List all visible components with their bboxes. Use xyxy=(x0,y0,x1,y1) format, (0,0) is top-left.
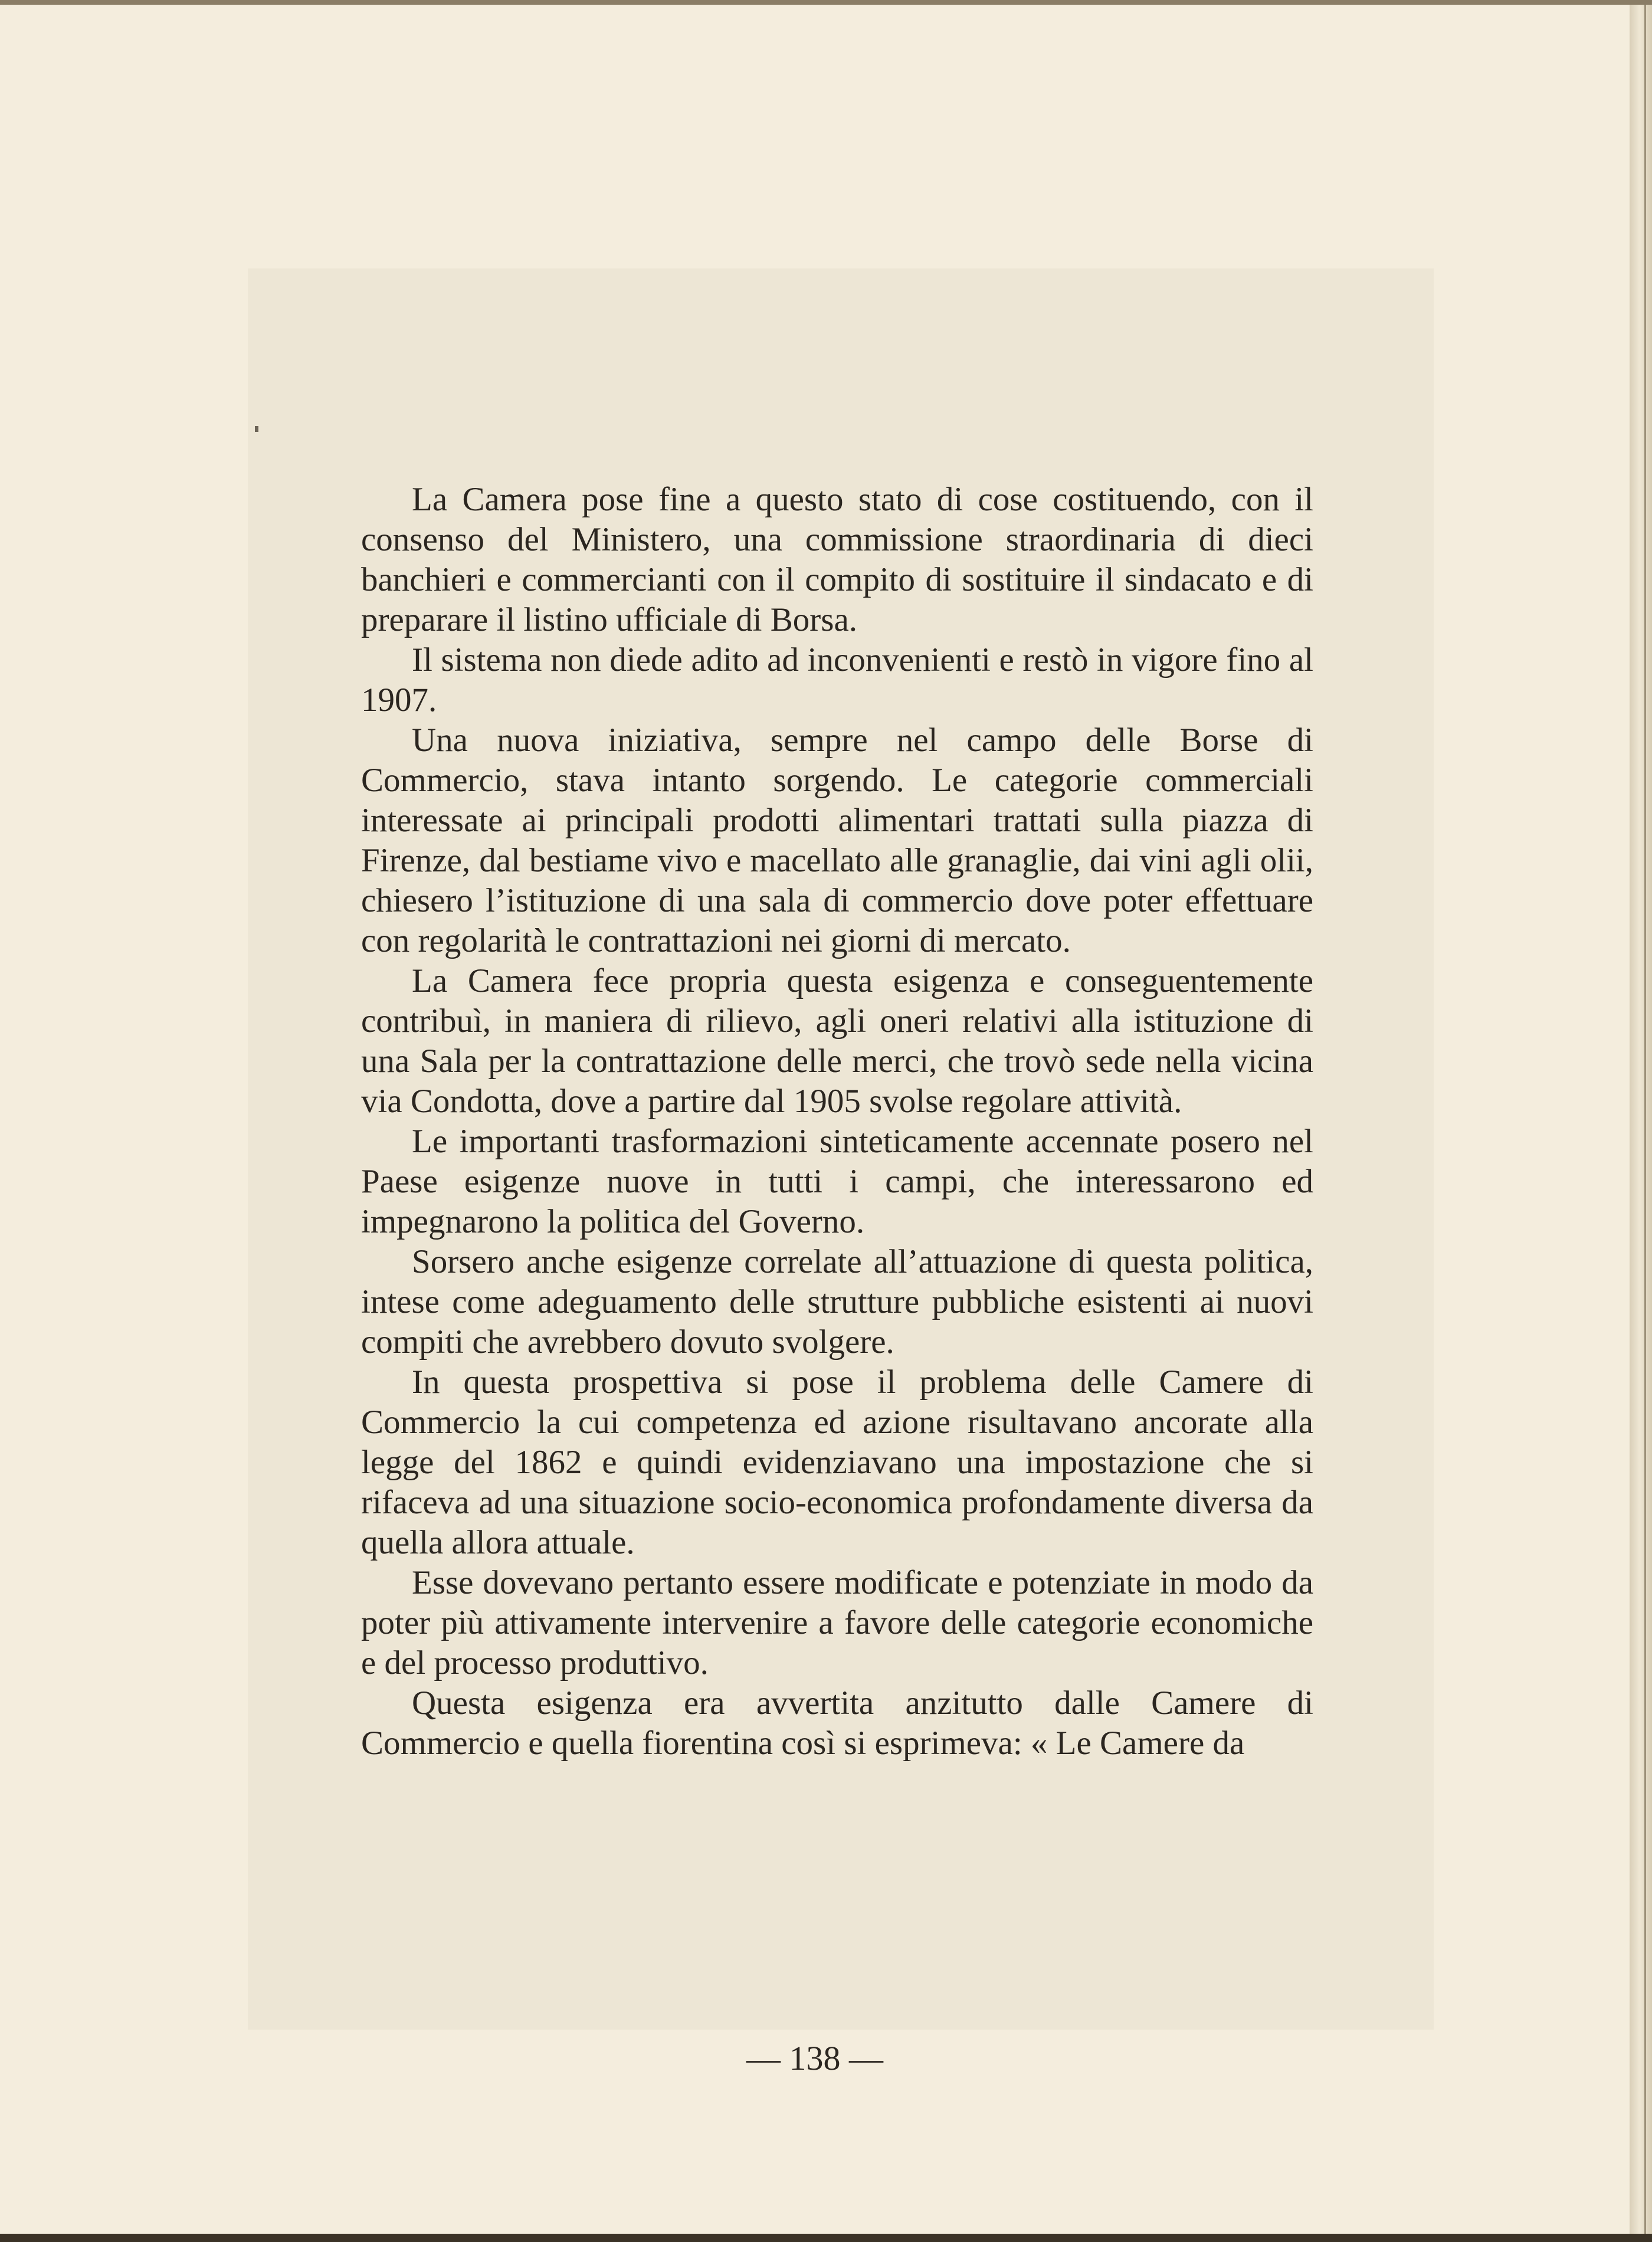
page-edge xyxy=(1630,0,1652,2242)
paragraph: Esse dovevano pertanto essere modificate e potenziate in modo da poter più attivamente intervenire a favore delle categorie economiche e del processo produttivo. xyxy=(361,1564,1313,1682)
paragraph: Questa esigenza era avvertita anzitutto dalle Camere di Commercio e quella fiorentina così si esprimeva: « Le Camere da xyxy=(361,1684,1313,1762)
body-text xyxy=(361,480,1313,1764)
paragraph: In questa prospettiva si pose il problema delle Camere di Commercio la cui competenza ed azione risultavano ancorate alla legge del 1862 e quindi evidenziavano una impostazione che si rifaceva ad una situazione socio-economica profondamente diversa da quella allora attuale. xyxy=(361,1363,1313,1561)
page-number: — 138 — xyxy=(746,2039,883,2077)
paragraph: Sorsero anche esigenze correlate all’attuazione di questa politica, intese come adeguamento delle strutture pubbliche esistenti ai nuovi compiti che avrebbero dovuto svolgere. xyxy=(361,1243,1313,1361)
paper-speck xyxy=(255,426,258,432)
paragraph: La Camera pose fine a questo stato di cose costituendo, con il consenso del Ministero, una commissione straordinaria di dieci banchieri e commercianti con il compito di sostituire il sindacato e di preparare il listino ufficiale di Borsa. xyxy=(361,481,1313,638)
bottom-edge xyxy=(0,2234,1652,2242)
page-edge-line xyxy=(1644,0,1646,2242)
paragraph: Una nuova iniziativa, sempre nel campo delle Borse di Commercio, stava intanto sorgendo. Le categorie commerciali interessate ai principali prodotti alimentari trattati sulla piazza di Firenze, dal bestiame vivo e macellato alle granaglie, dai vini agli olii, chiesero l’istituzione di una sala di commercio dove poter effettuare con regolarità le contrattazioni nei giorni di mercato. xyxy=(361,722,1313,959)
paragraph: Le importanti trasformazioni sinteticamente accennate posero nel Paese esigenze nuove in tutti i campi, che interessarono ed impegnarono la politica del Governo. xyxy=(361,1123,1313,1240)
top-edge xyxy=(0,0,1652,5)
paragraph: Il sistema non diede adito ad inconvenienti e restò in vigore fino al 1907. xyxy=(361,641,1313,719)
paragraph: La Camera fece propria questa esigenza e conseguentemente contribuì, in maniera di rilievo, agli oneri relativi alla istituzione di una Sala per la contrattazione delle merci, che trovò sede nella vicina via Condotta, dove a partire dal 1905 svolse regolare attività. xyxy=(361,962,1313,1120)
